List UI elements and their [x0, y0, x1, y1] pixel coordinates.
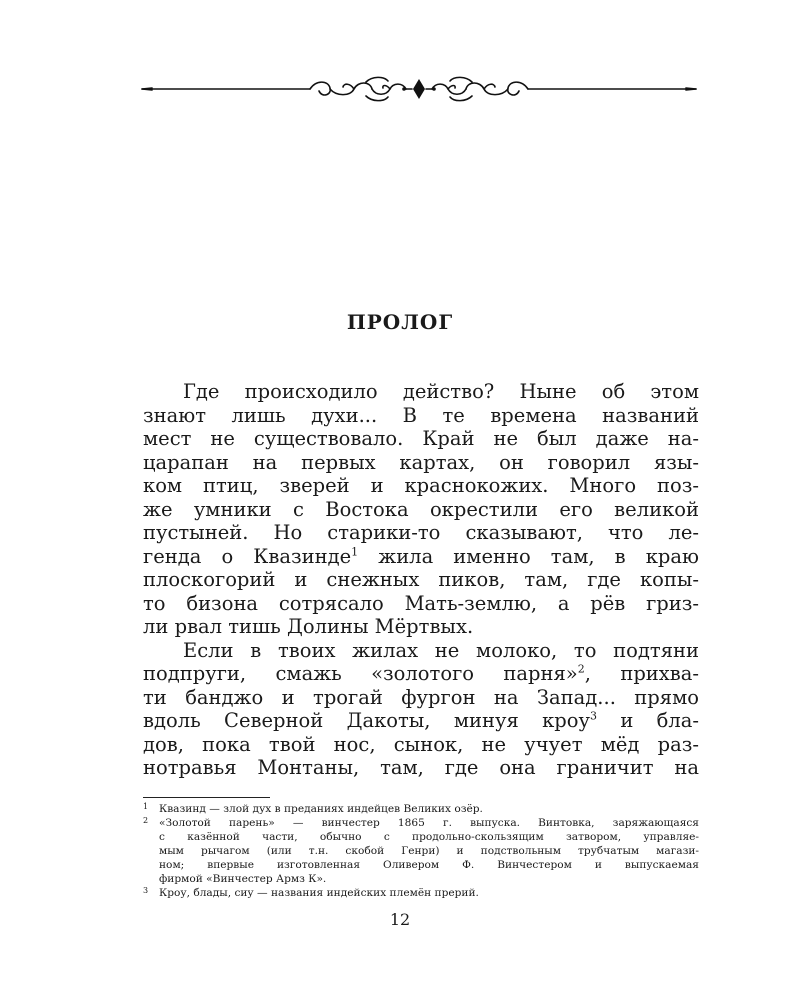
- footnote-separator: [143, 797, 270, 798]
- text-line: ком птиц, зверей и краснокожих. Много поз-: [143, 474, 699, 497]
- footnote-2-cont: фирмой «Винчестер Армз К».: [159, 873, 327, 885]
- text-fragment: подпруги, смажь «золотого парня»: [143, 662, 578, 685]
- text-line: ли рвал тишь Долины Мёртвых.: [143, 615, 474, 638]
- text-line: нотравья Монтаны, там, где она граничит на: [143, 756, 699, 779]
- footnote-number: 2: [143, 816, 149, 825]
- text-fragment: вдоль Северной Дакоты, минуя кроу: [143, 709, 590, 732]
- footnote-text: Квазинд — злой дух в преданиях индейцев Великих озёр.: [159, 803, 483, 815]
- footnotes: [143, 802, 699, 900]
- footnote-text: Кроу, блады, сиу — названия индейских племён прерий.: [159, 887, 479, 899]
- text-line: то бизона сотрясало Мать-землю, а рёв гриз-: [143, 591, 699, 615]
- footnote-3: [143, 886, 699, 900]
- chapter-title: ПРОЛОГ: [346, 310, 454, 334]
- text-fragment: жила именно там, в краю: [358, 544, 699, 568]
- text-line: [143, 545, 699, 569]
- text-line: царапан на первых картах, он говорил язы-: [143, 450, 699, 474]
- footnote-2-cont: с казённой части, обычно с продольно-скользящим затвором, управляе-: [159, 831, 699, 843]
- text-line: же умники с Востока окрестили его великой: [143, 497, 699, 521]
- text-line: мест не существовало. Край не был даже на-: [143, 427, 699, 450]
- footnote-ref-3[interactable]: 3: [589, 709, 597, 723]
- body-text: [143, 380, 699, 780]
- footnote-number: 1: [143, 802, 149, 811]
- text-line: Где происходило действо? Ныне об этом: [183, 380, 699, 403]
- footnote-2-cont: мым рычагом (или т.н. скобой Генри) и подствольным трубчатым магази-: [159, 845, 699, 857]
- text-line: дов, пока твой нос, сынок, не учует мёд раз-: [143, 732, 699, 756]
- footnote-number: 3: [143, 886, 149, 895]
- text-line: [143, 709, 699, 733]
- text-line: пустыней. Но старики-то сказывают, что ле-: [143, 521, 699, 544]
- decorative-ornament-divider: [140, 72, 698, 106]
- footnote-2: [143, 816, 699, 830]
- footnote-2-cont: ном; впервые изготовленная Оливером Ф. Винчестером и выпускаемая: [159, 859, 699, 871]
- text-line: Если в твоих жилах не молоко, то подтяни: [183, 638, 699, 662]
- footnote-text: «Золотой парень» — винчестер 1865 г. выпуска. Винтовка, заряжающаяся: [159, 817, 699, 829]
- text-fragment: и бла-: [596, 709, 699, 732]
- text-fragment: генда о Квазинде: [143, 544, 352, 568]
- footnote-ref-2[interactable]: 2: [577, 662, 585, 676]
- text-line: [143, 662, 699, 686]
- footnote-ref-1[interactable]: 1: [351, 545, 359, 558]
- page-number: 12: [389, 910, 411, 929]
- text-fragment: , прихва-: [584, 662, 699, 685]
- text-line: ти банджо и трогай фургон на Запад... прямо: [143, 685, 699, 709]
- text-line: знают лишь духи... В те времена названий: [143, 403, 699, 427]
- text-line: плоскогорий и снежных пиков, там, где копы-: [143, 568, 699, 591]
- footnote-1: [143, 802, 699, 816]
